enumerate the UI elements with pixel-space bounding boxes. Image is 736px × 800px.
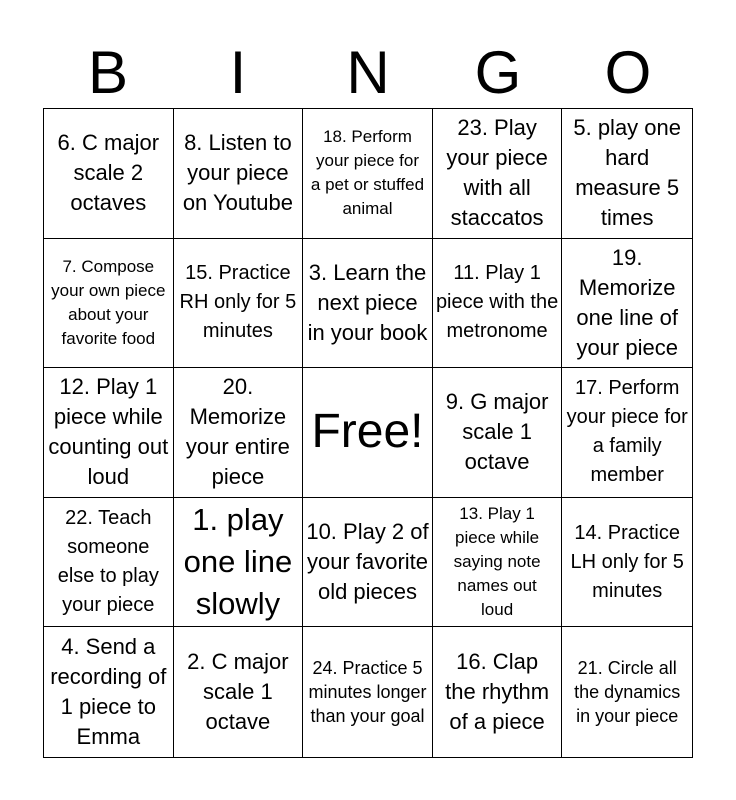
bingo-cell-text: 22. Teach someone else to play your piece xyxy=(57,507,159,617)
bingo-cell-text: 10. Play 2 of your favorite old pieces xyxy=(306,519,429,605)
bingo-board xyxy=(43,108,693,758)
bingo-cell-text: 12. Play 1 piece while counting out loud xyxy=(48,374,169,490)
bingo-cell-text: 14. Practice LH only for 5 minutes xyxy=(570,521,684,602)
bingo-cell-text: 18. Perform your piece for a pet or stuffed animal xyxy=(310,127,425,219)
header-letter-o: O xyxy=(604,39,652,106)
header-letter-i: I xyxy=(229,39,247,106)
header-letter-b: B xyxy=(87,39,129,106)
bingo-cell[interactable] xyxy=(174,239,304,369)
bingo-header xyxy=(43,38,693,108)
bingo-cell-text: 20. Memorize your entire piece xyxy=(185,374,290,490)
bingo-cell[interactable] xyxy=(433,239,563,369)
bingo-cell-text: 9. G major scale 1 octave xyxy=(445,389,549,475)
bingo-cell[interactable] xyxy=(44,498,174,628)
bingo-cell[interactable] xyxy=(303,239,433,369)
bingo-cell-text: 13. Play 1 piece while saying note names out loud xyxy=(453,504,541,620)
bingo-cell[interactable] xyxy=(174,498,304,628)
bingo-cell[interactable] xyxy=(174,368,304,498)
bingo-cell[interactable] xyxy=(562,627,692,757)
bingo-cell-text: 15. Practice RH only for 5 minutes xyxy=(179,262,297,343)
bingo-cell-text: 17. Perform your piece for a family member xyxy=(566,377,688,487)
bingo-cell[interactable] xyxy=(174,627,304,757)
bingo-cell[interactable] xyxy=(303,109,433,239)
bingo-cell-text: 16. Clap the rhythm of a piece xyxy=(445,649,550,735)
bingo-cell-text: 24. Practice 5 minutes longer than your goal xyxy=(308,658,427,727)
bingo-cell-text: 5. play one hard measure 5 times xyxy=(573,115,681,231)
bingo-cell-text: 1. play one line slowly xyxy=(183,502,293,622)
bingo-cell[interactable] xyxy=(174,109,304,239)
bingo-cell[interactable] xyxy=(433,368,563,498)
bingo-cell-text: 6. C major scale 2 octaves xyxy=(57,130,160,216)
bingo-cell-text: 23. Play your piece with all staccatos xyxy=(446,115,548,231)
bingo-cell[interactable] xyxy=(433,498,563,628)
bingo-cell-text: 2. C major scale 1 octave xyxy=(187,649,289,735)
bingo-cell[interactable] xyxy=(303,498,433,628)
bingo-cell[interactable] xyxy=(44,239,174,369)
bingo-cell-text: 4. Send a recording of 1 piece to Emma xyxy=(50,634,167,750)
bingo-cell[interactable] xyxy=(303,627,433,757)
header-letter-g: G xyxy=(474,39,522,106)
bingo-cell[interactable] xyxy=(44,368,174,498)
bingo-cell-text: 7. Compose your own piece about your favorite food xyxy=(51,256,166,348)
bingo-cell[interactable] xyxy=(562,498,692,628)
bingo-cell[interactable] xyxy=(44,627,174,757)
free-space-cell[interactable] xyxy=(303,368,433,498)
bingo-cell[interactable] xyxy=(562,109,692,239)
bingo-cell-text: 19. Memorize one line of your piece xyxy=(576,244,678,360)
bingo-cell[interactable] xyxy=(44,109,174,239)
bingo-cell[interactable] xyxy=(433,109,563,239)
bingo-cell-text: 11. Play 1 piece with the metronome xyxy=(435,262,559,343)
bingo-cell[interactable] xyxy=(433,627,563,757)
bingo-cell-text: 8. Listen to your piece on Youtube xyxy=(182,130,293,216)
bingo-cell[interactable] xyxy=(562,239,692,369)
bingo-cell[interactable] xyxy=(562,368,692,498)
bingo-cell-text: 21. Circle all the dynamics in your piece xyxy=(574,658,681,727)
free-space-text: Free! xyxy=(311,405,424,459)
bingo-cell-text: 3. Learn the next piece in your book xyxy=(307,259,428,345)
header-letter-n: N xyxy=(346,39,390,106)
